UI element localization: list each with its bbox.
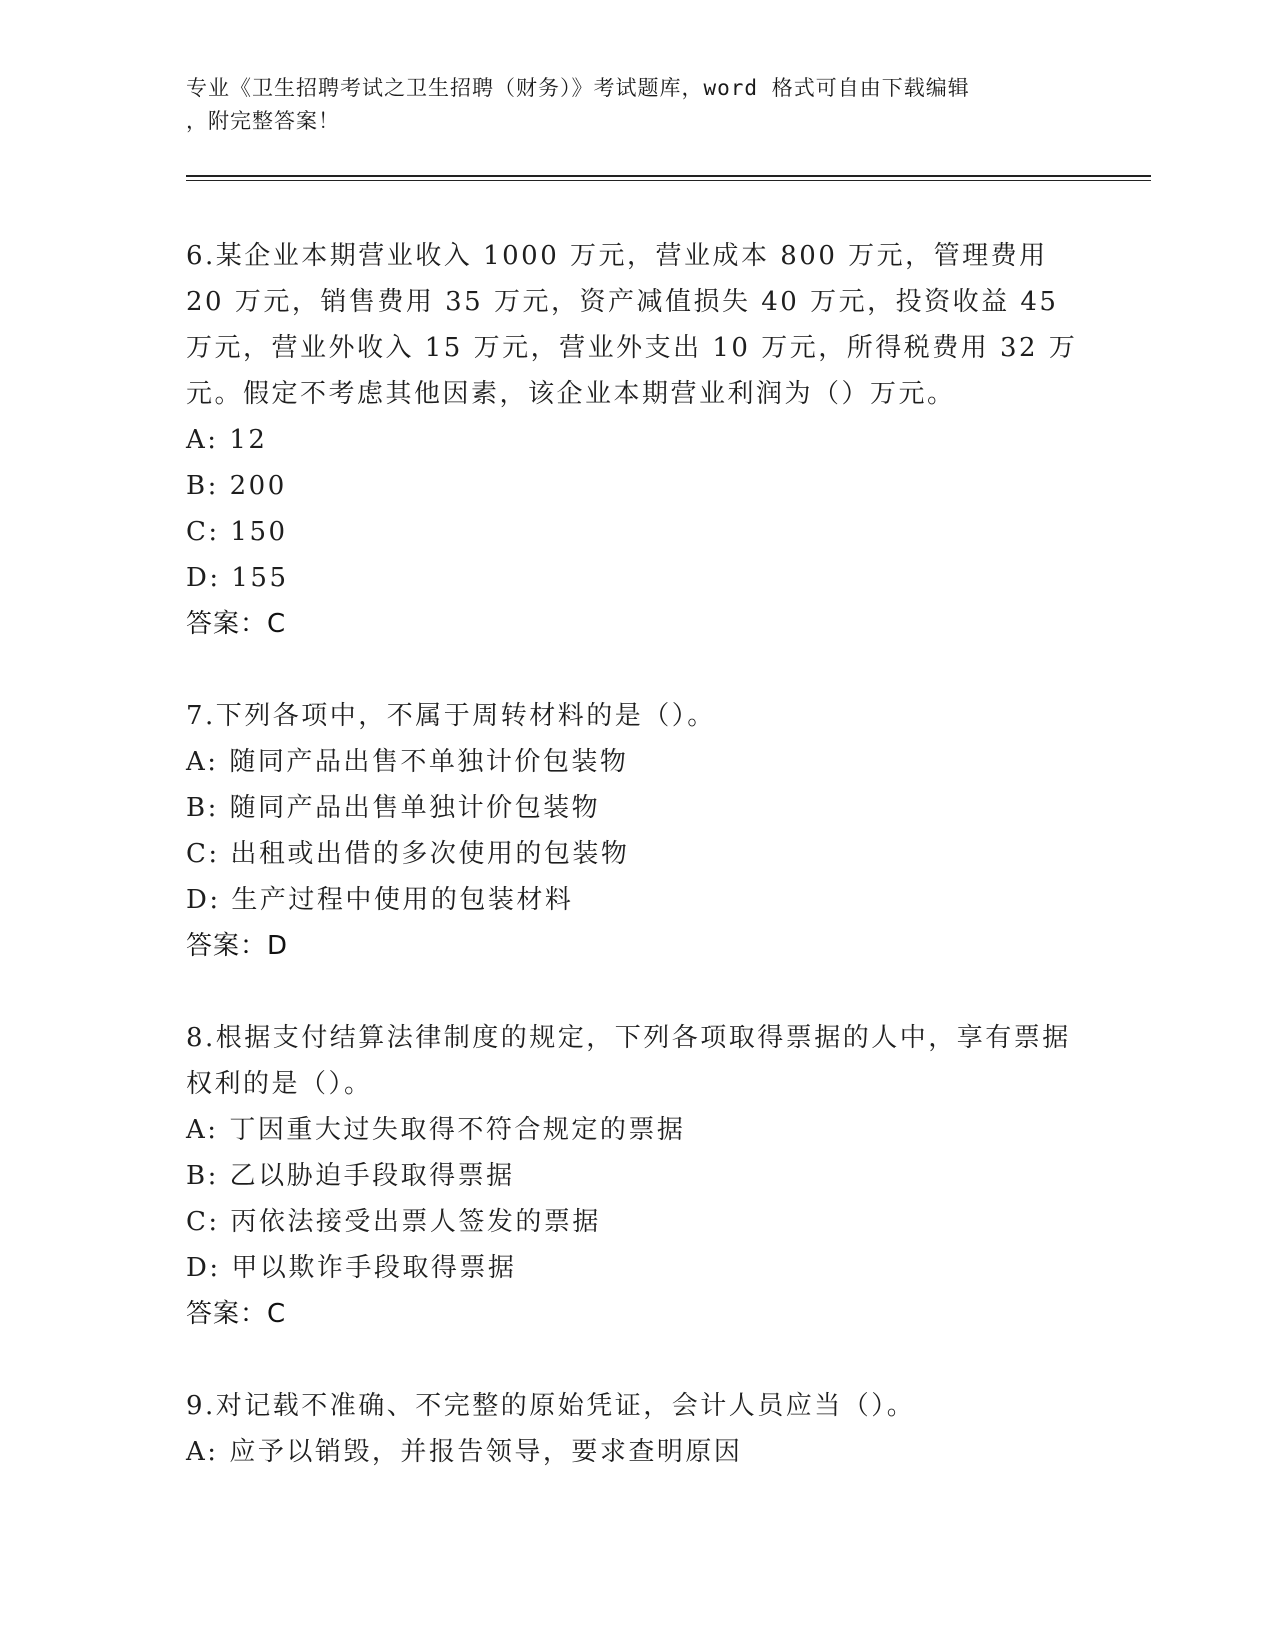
option-d bbox=[186, 1245, 1086, 1291]
question-stem: 9.对记载不准确、不完整的原始凭证，会计人员应当（）。 bbox=[186, 1391, 916, 1421]
option-letter: D: bbox=[186, 563, 221, 593]
option-text: 甲以欺诈手段取得票据 bbox=[231, 1253, 517, 1283]
question-7 bbox=[186, 693, 1086, 969]
question-stem: 7.下列各项中，不属于周转材料的是（）。 bbox=[186, 701, 716, 731]
question-9 bbox=[186, 1383, 1086, 1475]
answer-line: 答案：C bbox=[186, 1299, 287, 1329]
option-letter: B: bbox=[186, 1161, 219, 1191]
option-d bbox=[186, 555, 1086, 601]
option-a bbox=[186, 1107, 1086, 1153]
option-b bbox=[186, 463, 1086, 509]
option-text: 出租或出借的多次使用的包装物 bbox=[230, 839, 630, 869]
option-letter: A: bbox=[186, 425, 219, 455]
question-list bbox=[186, 233, 1086, 1521]
question-6 bbox=[186, 233, 1086, 647]
option-letter: D: bbox=[186, 1253, 221, 1283]
answer-line: 答案：D bbox=[186, 931, 289, 961]
option-letter: A: bbox=[186, 747, 219, 777]
option-d bbox=[186, 877, 1086, 923]
option-a bbox=[186, 1429, 1086, 1475]
document-header bbox=[186, 72, 1086, 138]
option-text: 200 bbox=[229, 471, 287, 501]
option-letter: A: bbox=[186, 1115, 219, 1145]
question-8 bbox=[186, 1015, 1086, 1337]
option-a bbox=[186, 739, 1086, 785]
question-stem: 6.某企业本期营业收入 1000 万元，营业成本 800 万元，管理费用 20 万元，销售费用 35 万元，资产减值损失 40 万元，投资收益 45 万元，营业外收入 15 万元，营业外支出 10 万元，所得税费用 32 万元。假定不考虑其他因素，该企业本期营业利润为（）万元。 bbox=[186, 241, 1078, 409]
question-stem: 8.根据支付结算法律制度的规定，下列各项取得票据的人中，享有票据权利的是（）。 bbox=[186, 1023, 1071, 1099]
option-c bbox=[186, 831, 1086, 877]
answer-line: 答案：C bbox=[186, 609, 287, 639]
header-line-1: 专业《卫生招聘考试之卫生招聘（财务）》考试题库，word 格式可自由下载编辑 bbox=[186, 76, 970, 100]
option-c bbox=[186, 509, 1086, 555]
option-letter: D: bbox=[186, 885, 221, 915]
option-text: 155 bbox=[231, 563, 289, 593]
option-text: 丁因重大过失取得不符合规定的票据 bbox=[229, 1115, 686, 1145]
option-b bbox=[186, 1153, 1086, 1199]
option-text: 丙依法接受出票人签发的票据 bbox=[230, 1207, 601, 1237]
option-text: 随同产品出售不单独计价包装物 bbox=[229, 747, 629, 777]
option-text: 应予以销毁，并报告领导，要求查明原因 bbox=[229, 1437, 743, 1467]
option-b bbox=[186, 785, 1086, 831]
option-letter: C: bbox=[186, 517, 220, 547]
option-letter: C: bbox=[186, 839, 220, 869]
header-line-2: ，附完整答案！ bbox=[186, 109, 340, 133]
header-divider bbox=[186, 175, 1151, 181]
option-text: 12 bbox=[229, 425, 268, 455]
option-a bbox=[186, 417, 1086, 463]
option-letter: A: bbox=[186, 1437, 219, 1467]
option-letter: C: bbox=[186, 1207, 220, 1237]
option-text: 乙以胁迫手段取得票据 bbox=[229, 1161, 515, 1191]
option-text: 150 bbox=[230, 517, 288, 547]
option-text: 生产过程中使用的包装材料 bbox=[231, 885, 574, 915]
option-text: 随同产品出售单独计价包装物 bbox=[229, 793, 601, 823]
option-letter: B: bbox=[186, 793, 219, 823]
option-letter: B: bbox=[186, 471, 219, 501]
option-c bbox=[186, 1199, 1086, 1245]
